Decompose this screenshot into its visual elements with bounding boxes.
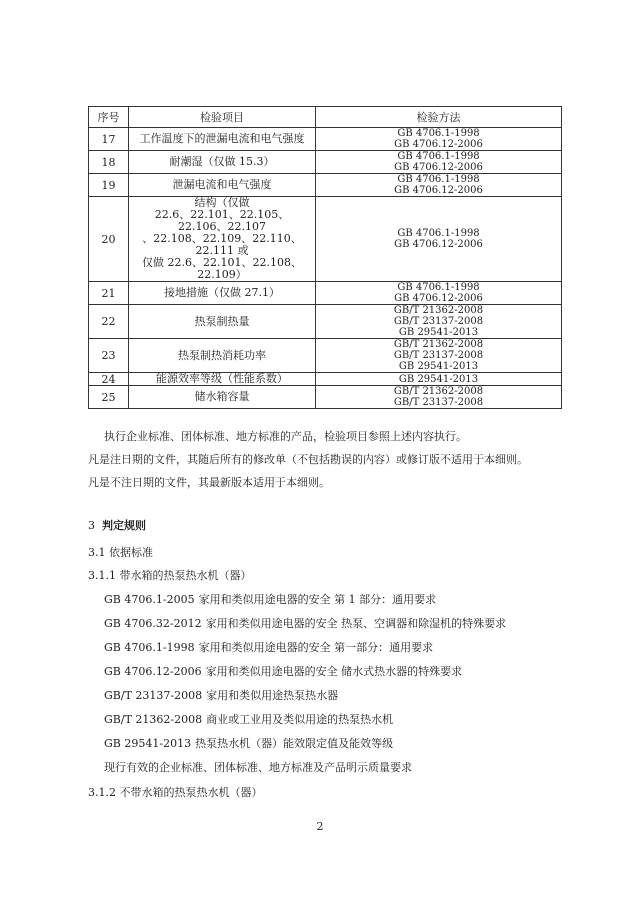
row-seq: 22 xyxy=(89,305,129,339)
note-dated-references: 凡是注日期的文件，其随后所有的修改单（不包括勘误的内容）或修订版不适用于本细则。 xyxy=(88,453,528,466)
method-line: GB 4706.12-2006 xyxy=(394,162,483,173)
subsection-3-1-1: 3.1.1 带水箱的热泵热水机（器） xyxy=(88,569,252,582)
row-method xyxy=(316,197,562,282)
page-number: 2 xyxy=(316,820,324,833)
table-row xyxy=(89,386,562,409)
row-method xyxy=(316,151,562,174)
standard-code: GB 4706.12-2006 xyxy=(104,665,202,678)
row-item xyxy=(129,151,316,174)
standard-code: GB 4706.1-2005 xyxy=(104,593,195,606)
method-line: GB 4706.1-1998 xyxy=(397,174,480,185)
method-line: GB 4706.1-1998 xyxy=(397,228,480,239)
row-method xyxy=(316,386,562,409)
table-row xyxy=(89,197,562,282)
method-line: GB 4706.12-2006 xyxy=(394,139,483,150)
standard-item xyxy=(104,641,506,665)
standard-item xyxy=(104,761,506,785)
row-seq: 24 xyxy=(89,373,129,386)
row-method xyxy=(316,305,562,339)
standard-code: GB 4706.1-1998 xyxy=(104,641,195,654)
table-row xyxy=(89,174,562,197)
item-line: 泄漏电流和电气强度 xyxy=(172,178,272,191)
row-item xyxy=(129,386,316,409)
standard-title: 商业或工业用及类似用途的热泵热水机 xyxy=(206,713,394,726)
standard-title: 家用和类似用途电器的安全 第一部分：通用要求 xyxy=(198,641,434,654)
table-row xyxy=(89,151,562,174)
item-line: 工作温度下的泄漏电流和电气强度 xyxy=(139,132,305,145)
inspection-table xyxy=(88,106,562,409)
item-line: 热泵制热消耗功率 xyxy=(178,348,266,362)
table-row xyxy=(89,339,562,373)
standard-code: GB/T 23137-2008 xyxy=(104,689,203,702)
table-row xyxy=(89,305,562,339)
note-enterprise-standards: 执行企业标准、团体标准、地方标准的产品，检验项目参照上述内容执行。 xyxy=(104,430,467,443)
header-method: 检验方法 xyxy=(316,107,562,128)
method-line: GB/T 23137-2008 xyxy=(393,350,484,361)
row-item xyxy=(129,128,316,151)
item-line: 接地措施（仅做 27.1） xyxy=(164,286,280,299)
row-method xyxy=(316,128,562,151)
item-line: 热泵制热量 xyxy=(194,314,250,328)
standard-code: GB/T 21362-2008 xyxy=(104,713,203,726)
table-body xyxy=(89,128,562,409)
header-item: 检验项目 xyxy=(129,107,316,128)
method-line: GB 4706.1-1998 xyxy=(397,282,480,293)
standard-item xyxy=(104,665,506,689)
standards-list xyxy=(104,593,506,785)
row-item xyxy=(129,282,316,305)
standard-item xyxy=(104,617,506,641)
table-row xyxy=(89,128,562,151)
standard-item xyxy=(104,689,506,713)
note-undated-references: 凡是不注日期的文件，其最新版本适用于本细则。 xyxy=(88,476,330,489)
method-line: GB 4706.12-2006 xyxy=(394,293,483,304)
row-item xyxy=(129,373,316,386)
standard-title: 家用和类似用途电器的安全 热泵、空调器和除湿机的特殊要求 xyxy=(205,617,507,630)
standard-title: 家用和类似用途电器的安全 储水式热水器的特殊要求 xyxy=(205,665,463,678)
table-row xyxy=(89,373,562,386)
row-item xyxy=(129,197,316,282)
row-item xyxy=(129,174,316,197)
row-method xyxy=(316,174,562,197)
item-line: 仅做 22.6、22.101、22.108、22.109） xyxy=(142,256,302,281)
method-line: GB 29541-2013 xyxy=(398,361,479,372)
standard-code: GB 29541-2013 xyxy=(104,737,192,750)
header-seq: 序号 xyxy=(89,107,129,128)
method-line: GB/T 23137-2008 xyxy=(393,397,484,408)
item-line: 储水箱容量 xyxy=(194,390,250,403)
row-item xyxy=(129,339,316,373)
row-seq: 20 xyxy=(89,197,129,282)
row-seq: 18 xyxy=(89,151,129,174)
table-header-row xyxy=(89,107,562,128)
method-line: GB/T 21362-2008 xyxy=(393,386,484,397)
subsection-3-1: 3.1 依据标准 xyxy=(88,546,153,559)
section-title: 判定规则 xyxy=(102,519,146,532)
method-line: GB/T 21362-2008 xyxy=(393,305,484,316)
item-line: 、22.108、22.109、22.110、22.111 或 xyxy=(142,232,302,257)
standard-item xyxy=(104,593,506,617)
standard-title: 家用和类似用途电器的安全 第 1 部分：通用要求 xyxy=(198,593,437,606)
method-line: GB 29541-2013 xyxy=(398,327,479,338)
standard-title: 现行有效的企业标准、团体标准、地方标准及产品明示质量要求 xyxy=(104,761,412,774)
row-seq: 19 xyxy=(89,174,129,197)
item-line: 能源效率等级（性能系数） xyxy=(156,372,288,385)
item-line: 结构（仅做 xyxy=(194,196,250,209)
row-method xyxy=(316,373,562,386)
row-seq: 21 xyxy=(89,282,129,305)
standard-code: GB 4706.32-2012 xyxy=(104,617,202,630)
standard-item xyxy=(104,713,506,737)
row-method xyxy=(316,339,562,373)
section-heading xyxy=(88,519,146,533)
standard-title: 家用和类似用途热泵热水器 xyxy=(206,689,339,702)
method-line: GB 29541-2013 xyxy=(398,373,479,385)
table-row xyxy=(89,282,562,305)
row-item xyxy=(129,305,316,339)
item-line: 22.6、22.101、22.105、22.106、22.107 xyxy=(154,208,290,233)
method-line: GB 4706.12-2006 xyxy=(394,239,483,250)
row-seq: 23 xyxy=(89,339,129,373)
method-line: GB 4706.1-1998 xyxy=(397,151,480,162)
row-seq: 17 xyxy=(89,128,129,151)
item-line: 耐潮湿（仅做 15.3） xyxy=(169,155,275,168)
method-line: GB/T 21362-2008 xyxy=(393,339,484,350)
section-number: 3 xyxy=(88,519,95,532)
row-seq: 25 xyxy=(89,386,129,409)
subsection-3-1-2: 3.1.2 不带水箱的热泵热水机（器） xyxy=(88,786,263,799)
standard-item xyxy=(104,737,506,761)
method-line: GB 4706.1-1998 xyxy=(397,128,480,139)
method-line: GB/T 23137-2008 xyxy=(393,316,484,327)
standard-title: 热泵热水机（器）能效限定值及能效等级 xyxy=(195,737,394,750)
row-method xyxy=(316,282,562,305)
method-line: GB 4706.12-2006 xyxy=(394,185,483,196)
